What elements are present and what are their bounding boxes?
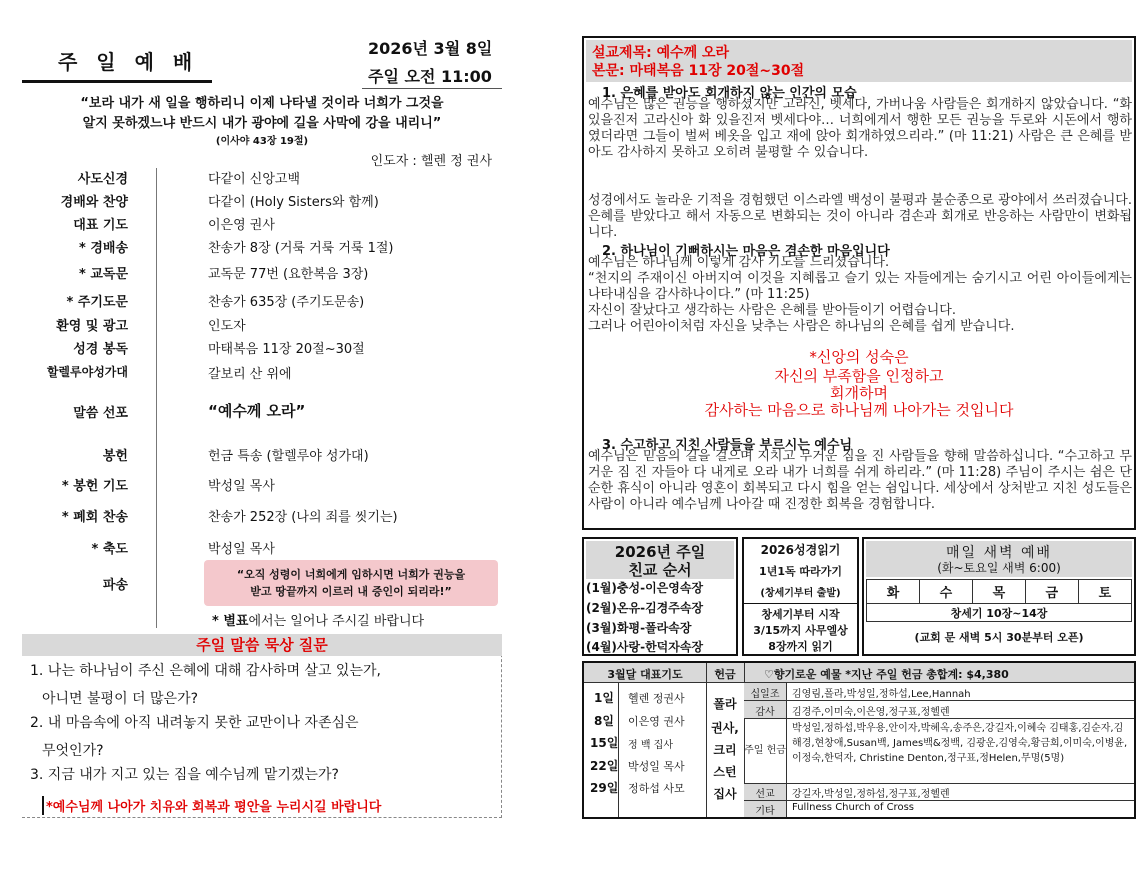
question-2-cont: 무엇인가? [42, 743, 104, 759]
order-name: 사도신경 [77, 172, 128, 187]
fellowship-box [582, 537, 738, 656]
sermon-paragraph: 예수님은 하나님께 이렇게 감사 기도를 드리셨습니다. [588, 255, 890, 270]
emphasis-line: 자신의 부족함을 인정하고 [774, 367, 944, 385]
sermon-passage: 본문: 마태복음 11장 20절~30절 [592, 63, 805, 79]
sermon-box [582, 36, 1136, 530]
order-value: 찬송가 252장 (나의 죄를 씻기는) [208, 510, 398, 525]
sending-verse-box [204, 560, 498, 606]
day-cell: 수 [919, 580, 972, 604]
standing-note-star: * 별표 [212, 614, 249, 629]
offering-box [582, 661, 1136, 819]
theme-verse-line-2: 알지 못하겠느냐 반드시 내가 광야에 길을 사막에 강을 내리니” [82, 116, 442, 131]
sermon-paragraph: “천지의 주재이신 아버지여 이것을 지혜롭고 슬기 있는 자들에게는 숨기시고 어린 아이들에게는 나타내심을 감사하나이다.” (마 11:25) [588, 271, 1132, 302]
offering-list [744, 683, 1134, 817]
dawn-title: 매일 새벽 예배 [945, 545, 1053, 561]
order-name: * 폐회 찬송 [61, 510, 128, 525]
order-name: * 경배송 [79, 241, 128, 256]
sermon-point-2: 2. 하나님이 기뻐하시는 마음은 겸손한 마음입니다 [602, 244, 890, 259]
sending-verse-line-1: “오직 성령이 너희에게 임하시면 너희가 권능을 [236, 568, 466, 581]
sermon-title: 설교제목: 예수께 오라 [592, 45, 730, 61]
question-1-cont: 아니면 불평이 더 많은가? [42, 691, 199, 707]
prayer-header: 3월달 대표기도 [607, 668, 683, 681]
offering-category: 선교 [755, 789, 775, 800]
closing-blessing: *예수님께 나아가 치유와 회복과 평안을 누리시길 바랍니다 [42, 796, 381, 815]
counter-line: 집사 [713, 787, 737, 801]
order-value: 다같이 신앙고백 [208, 172, 301, 187]
sermon-paragraph: 성경에서도 놀라운 기적을 경험했던 이스라엘 백성이 불평과 불순종으로 광야에서 쓰러졌습니다. 은혜를 받았다고 해서 자동으로 변화되는 것이 아니라 겸손과 회개로 반응하는 사람만이 변화됩니다. [588, 193, 1132, 240]
prayer-date: 22일 [590, 759, 619, 773]
prayer-list [584, 683, 706, 817]
bible-reading-line: (창세기부터 출발) [760, 588, 841, 599]
bible-reading-divider [744, 603, 857, 604]
bible-reading-line: 8장까지 읽기 [768, 640, 833, 653]
question-3: 3. 지금 내가 지고 있는 짐을 예수님께 맡기겠는가? [30, 767, 339, 783]
prayer-person: 헬렌 정권사 [628, 692, 685, 705]
order-value: 헌금 특송 (할렐루야 성가대) [208, 449, 369, 464]
order-name: 경배와 찬양 [60, 195, 128, 210]
counter-line: 권사, [711, 721, 739, 735]
emphasis-line: *신앙의 성숙은 [809, 348, 909, 366]
dawn-service-box [862, 537, 1136, 656]
order-value: 찬송가 8장 (거룩 거룩 거룩 1절) [208, 241, 394, 256]
bible-reading-box [742, 537, 859, 656]
theme-verse-reference: (이사야 43장 19절) [215, 136, 309, 147]
service-date: 2026년 3월 8일 [368, 39, 493, 58]
offering-category: 십일조 [750, 689, 780, 700]
sermon-paragraph: 예수님은 믿음의 길을 걸으며 지치고 무거운 짐을 진 사람들을 향해 말씀하십니다. “수고하고 무거운 짐 진 자들아 다 내게로 오라 내가 너희를 쉬게 하리라.” (마 11:28) 주님이 주시는 쉼은 단순한 휴식이 아니라 영혼이 회복되고 다시 힘을 얻는 쉼입니다. 세상에서 상처받고 지친 성도들은 사람이 아니라 예수님께 나아갈 때 진정한 회복을 경험합니다. [588, 449, 1132, 512]
order-value: 다같이 (Holy Sisters와 함께) [208, 195, 379, 210]
sermon-point-1: 1. 은혜를 받아도 회개하지 않는 인간의 모습 [602, 86, 857, 101]
fellowship-item: (1월)충성-이은영속장 [586, 581, 704, 595]
fellowship-item: (2월)온유-김경주속장 [586, 601, 704, 615]
order-divider [156, 168, 157, 628]
bible-reading-line: 창세기부터 시작 [761, 608, 840, 621]
order-value: 갈보리 산 위에 [208, 367, 292, 382]
bulletin-left-page [22, 30, 502, 820]
row-divider [744, 718, 1134, 719]
dawn-door-note: (교회 문 새벽 5시 30분부터 오픈) [914, 631, 1084, 644]
emphasis-line: 회개하며 [830, 384, 888, 402]
theme-verse-line-1: “보라 내가 새 일을 행하리니 이제 나타낼 것이라 너희가 그것을 [80, 96, 444, 111]
order-name: * 교독문 [79, 267, 128, 282]
prayer-date: 8일 [594, 714, 614, 728]
order-value: 찬송가 635장 (주기도문송) [208, 295, 365, 310]
row-divider [744, 700, 1134, 701]
col-divider [618, 683, 619, 817]
service-title: 주 일 예 배 [58, 50, 199, 74]
dawn-schedule: (화~토요일 새벽 6:00) [937, 561, 1061, 575]
dawn-day-table [866, 579, 1132, 622]
prayer-date: 15일 [590, 736, 619, 750]
prayer-person: 정하섭 사모 [628, 782, 685, 795]
sermon-paragraph: 자신이 잘났다고 생각하는 사람은 은혜를 받아들이기 어렵습니다. [588, 303, 956, 318]
offering-names: 김경주,이미숙,이은영,정구표,정헬렌 [792, 707, 950, 718]
order-name: 말씀 선포 [73, 406, 128, 421]
row-divider [744, 783, 1134, 784]
order-name: 할렐루야성가대 [46, 365, 128, 379]
offering-category: 감사 [755, 707, 775, 718]
offering-names: 박성일,정하섭,박우용,안이자,박혜옥,송주은,강길자,이혜숙 김태홍,김순자,김해경,현창애,Susan백, James백&정백, 김광운,김영숙,황금희,이미숙,이병윤,이정숙,한덕자, Christine Denton,정구표,정Helen,무명(5명) [792, 723, 1128, 764]
title-underline [22, 80, 212, 83]
bible-reading-line: 3/15까지 사무엘상 [753, 624, 848, 637]
day-cell: 목 [972, 580, 1025, 604]
thanks-header: ♡향기로운 예물 *지난 주일 헌금 총합계: $4,380 [764, 668, 1009, 681]
order-value: 이은영 권사 [208, 218, 275, 233]
day-cell: 토 [1078, 580, 1131, 604]
order-name: 성경 봉독 [73, 342, 128, 357]
offering-names: 강길자,박성일,정하섭,정구표,정헬렌 [792, 789, 950, 800]
sermon-paragraph: 예수님은 많은 권능을 행하셨지만 고라신, 벳세다, 가버나움 사람들은 회개하지 않았습니다. “화 있을진저 고라신아 화 있을진저 벳세다야… 너희에게서 행한 모든 권능을 두로와 시돈에서 행하였더라면 그들이 벌써 베옷을 입고 재에 앉아 회개하였으리라.” (마 11:21) 사람은 큰 은혜를 받아도 감사하지 못하고 오히려 불평할 수 있습니다. [588, 97, 1132, 160]
question-1: 1. 나는 하나님이 주신 은혜에 대해 감사하며 살고 있는가, [30, 663, 381, 679]
row-divider [744, 800, 1134, 801]
day-cell: 화 [867, 580, 920, 604]
col-divider [786, 683, 787, 817]
order-name: 파송 [102, 578, 128, 593]
sermon-point-3: 3. 수고하고 지친 사람들을 부르시는 예수님 [602, 438, 853, 453]
prayer-person: 정 백 집사 [628, 740, 673, 751]
counter-line: 폴라 [713, 697, 737, 711]
bible-reading-title: 2026성경읽기 [760, 543, 841, 557]
service-time: 주일 오전 11:00 [368, 67, 492, 86]
fellowship-title-2: 친교 순서 [628, 561, 692, 579]
prayer-person: 박성일 목사 [628, 760, 685, 773]
day-cell: 금 [1025, 580, 1078, 604]
emphasis-line: 감사하는 마음으로 하나님께 나아가는 것입니다 [704, 401, 1014, 419]
fellowship-item: (4월)사랑-한덕자속장 [586, 640, 704, 654]
standing-note [212, 610, 424, 629]
order-value: 박성일 목사 [208, 479, 275, 494]
sending-verse-line-2: 받고 땅끝까지 이르러 내 증인이 되리라!” [250, 585, 452, 598]
offering-category: 주일 헌금 [744, 745, 786, 756]
order-name: * 축도 [91, 542, 128, 557]
worship-leader: 인도자 : 헬렌 정 권사 [370, 154, 492, 169]
dawn-reading: 창세기 10장~14장 [867, 604, 1132, 622]
question-2: 2. 내 마음속에 아직 내려놓지 못한 교만이나 자존심은 [30, 715, 359, 731]
order-name: 봉헌 [102, 449, 128, 464]
order-value: 마태복음 11장 20절~30절 [208, 342, 365, 357]
order-name: 환영 및 광고 [56, 319, 128, 334]
order-value: 인도자 [208, 319, 246, 334]
fellowship-item: (3월)화평-폴라속장 [586, 621, 692, 635]
date-divider [362, 88, 502, 89]
order-value: 박성일 목사 [208, 542, 275, 557]
order-value: 교독문 77번 (요한복음 3장) [208, 267, 369, 282]
questions-header: 주일 말씀 묵상 질문 [22, 634, 502, 656]
offering-names: Fullness Church of Cross [792, 802, 914, 813]
counter-line: 스턴 [713, 765, 737, 779]
prayer-date: 1일 [594, 691, 614, 705]
fellowship-title-1: 2026년 주일 [614, 543, 706, 561]
order-name: * 주기도문 [66, 295, 128, 310]
order-name: * 봉헌 기도 [61, 479, 128, 494]
offering-names: 김영림,폴라,박성일,정하섭,Lee,Hannah [792, 689, 971, 700]
theme-verse [22, 94, 502, 134]
money-header: 헌금 [714, 668, 736, 681]
prayer-person: 이은영 권사 [628, 715, 685, 728]
sermon-paragraph: 그러나 어린아이처럼 자신을 낮추는 사람은 하나님의 은혜를 쉽게 받습니다. [588, 319, 1015, 334]
bible-reading-line: 1년1독 따라가기 [759, 565, 842, 578]
sermon-title-value: “예수께 오라” [208, 402, 306, 420]
order-name: 대표 기도 [73, 218, 128, 233]
standing-note-text: 에서는 일어나 주시길 바랍니다 [248, 614, 425, 629]
counter-line: 크리 [713, 743, 737, 757]
prayer-date: 29일 [590, 781, 619, 795]
offering-category: 기타 [755, 806, 775, 817]
